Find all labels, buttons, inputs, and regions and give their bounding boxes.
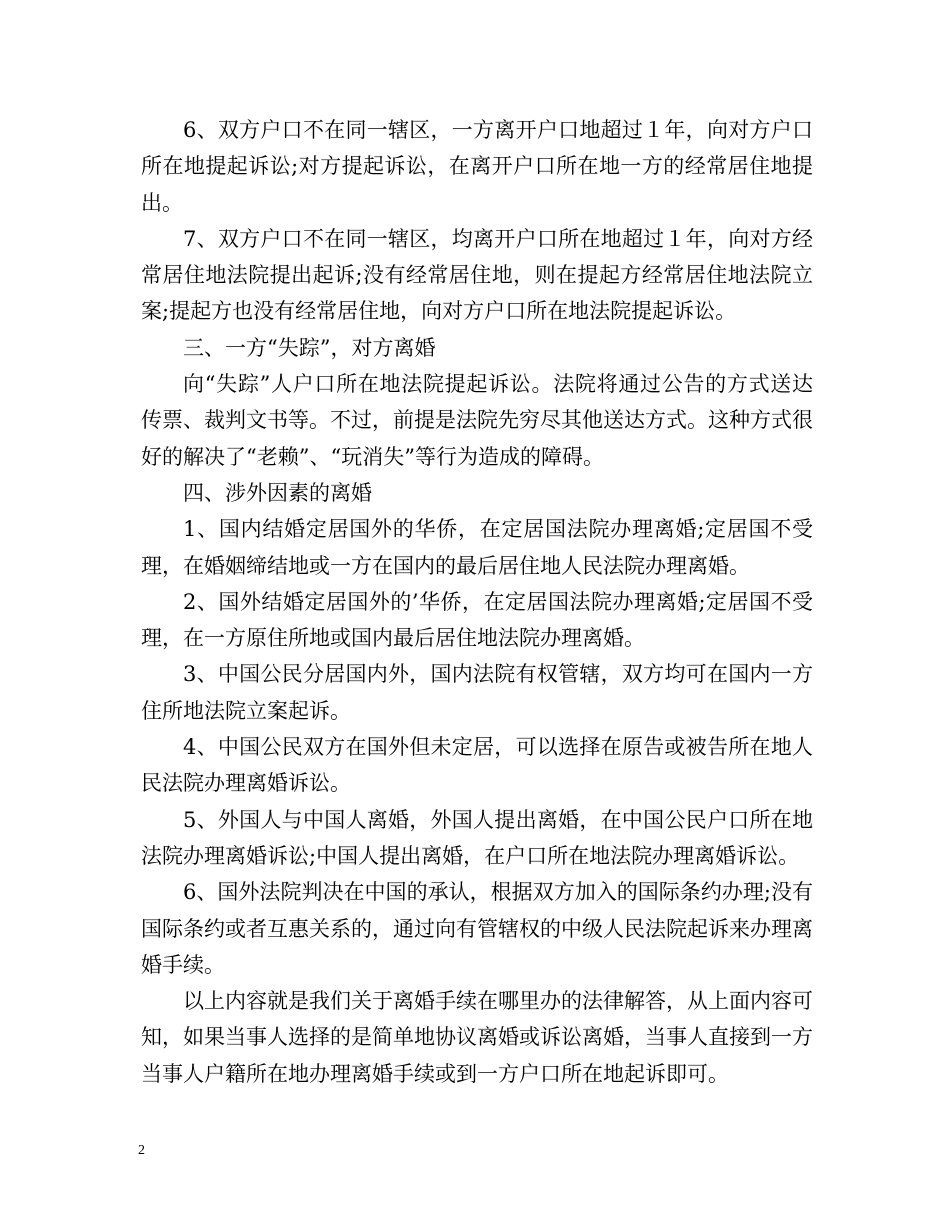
paragraph-foreign-rule-1: 1、国内结婚定居国外的华侨，在定居国法院办理离婚;定居国不受理，在婚姻缔结地或一方在国内的最后居住地人民法院办理离婚。 (141, 517, 813, 578)
paragraph-foreign-rule-3: 3、中国公民分居国内外，国内法院有权管辖，双方均可在国内一方住所地法院立案起诉。 (141, 662, 813, 723)
paragraph-foreign-rule-6: 6、国外法院判决在中国的承认，根据双方加入的国际条约办理;没有国际条约或者互惠关系的，通过向有管辖权的中级人民法院起诉来办理离婚手续。 (141, 880, 813, 977)
paragraph-foreign-rule-2: 2、国外结婚定居国外的’华侨，在定居国法院办理离婚;定居国不受理，在一方原住所地或国内最后居住地法院办理离婚。 (141, 589, 813, 651)
page-number: 2 (138, 1143, 145, 1158)
paragraph-rule-6-domestic: 6、双方户口不在同一辖区，一方离开户口地超过１年，向对方户口所在地提起诉讼;对方提起诉讼，在离开户口所在地一方的经常居住地提出。 (141, 118, 813, 215)
paragraph-foreign-rule-5: 5、外国人与中国人离婚，外国人提出离婚，在中国公民户口所在地法院办理离婚诉讼;中国人提出离婚，在户口所在地法院办理离婚诉讼。 (141, 807, 813, 868)
paragraph-missing-spouse: 向“失踪”人户口所在地法院提起诉讼。法院将通过公告的方式送达传票、裁判文书等。不过，前提是法院先穷尽其他送达方式。这种方式很好的解决了“老赖”、“玩消失”等行为造成的障碍。 (141, 372, 813, 469)
paragraph-conclusion: 以上内容就是我们关于离婚手续在哪里办的法律解答，从上面内容可知，如果当事人选择的是简单地协议离婚或诉讼离婚，当事人直接到一方当事人户籍所在地办理离婚手续或到一方户口所在地起诉即可。 (141, 989, 813, 1086)
paragraph-rule-7-domestic: 7、双方户口不在同一辖区，均离开户口所在地超过１年，向对方经常居住地法院提出起诉;没有经常居住地，则在提起方经常居住地法院立案;提起方也没有经常居住地，向对方户口所在地法院提起诉讼。 (141, 226, 813, 324)
paragraph-foreign-rule-4: 4、中国公民双方在国外但未定居，可以选择在原告或被告所在地人民法院办理离婚诉讼。 (141, 735, 813, 796)
section-heading-foreign-divorce: 四、涉外因素的离婚 (183, 480, 372, 505)
body-text (141, 112, 813, 1092)
section-heading-missing-spouse: 三、一方“失踪”，对方离婚 (183, 335, 436, 360)
